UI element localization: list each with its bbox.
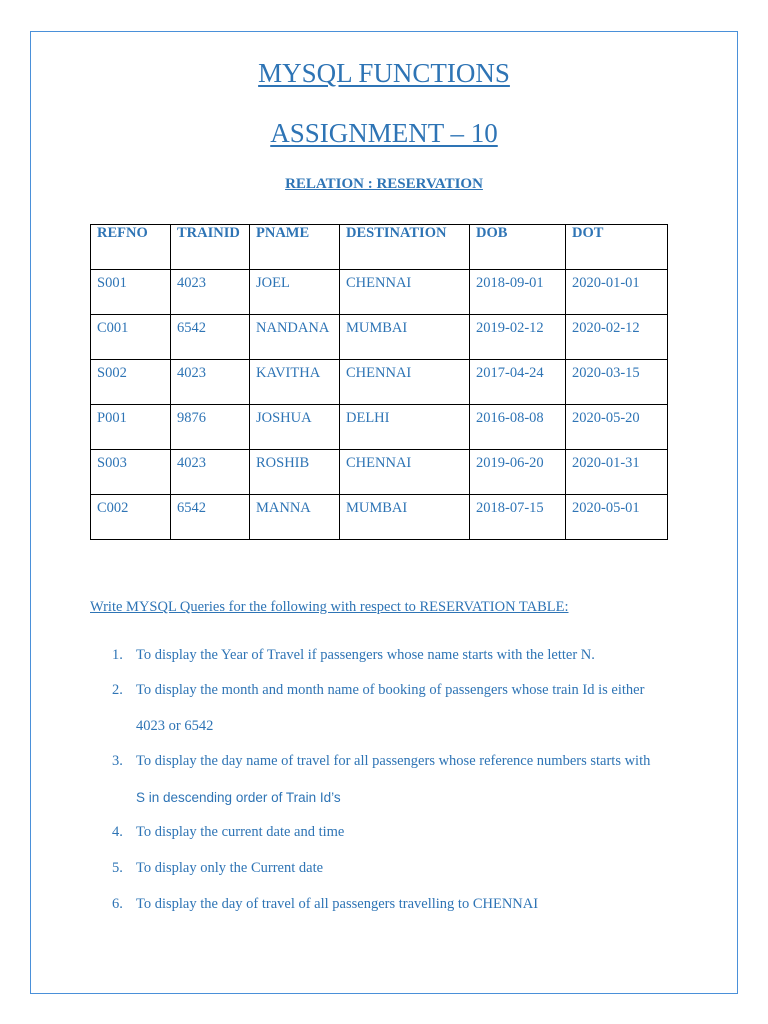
question-number: 4. <box>112 824 123 840</box>
question-number: 5. <box>112 860 123 876</box>
column-header: TRAINID <box>171 225 250 270</box>
table-cell: NANDANA <box>250 315 340 360</box>
table-cell: JOEL <box>250 270 340 315</box>
table-cell: S003 <box>91 450 171 495</box>
table-cell: 2020-01-31 <box>566 450 668 495</box>
table-cell: 2018-09-01 <box>470 270 566 315</box>
question-text-continued: 4023 or 6542 <box>136 718 214 734</box>
table-cell: 6542 <box>171 315 250 360</box>
question-text: To display the month and month name of booking of passengers whose train Id is either <box>136 682 645 698</box>
table-cell: 2019-02-12 <box>470 315 566 360</box>
question-text: To display the day name of travel for all passengers whose reference numbers starts with <box>136 753 651 769</box>
table-cell: 4023 <box>171 360 250 405</box>
table-cell: 4023 <box>171 450 250 495</box>
table-row <box>91 360 668 405</box>
table-row <box>91 450 668 495</box>
question-number: 3. <box>112 753 123 769</box>
table-cell: MUMBAI <box>340 315 470 360</box>
question-number: 6. <box>112 896 123 912</box>
table-cell: S002 <box>91 360 171 405</box>
table-cell: DELHI <box>340 405 470 450</box>
table-cell: KAVITHA <box>250 360 340 405</box>
column-header: DOT <box>566 225 668 270</box>
table-row <box>91 270 668 315</box>
question-text: To display the current date and time <box>136 824 345 840</box>
question-text: To display the Year of Travel if passengers whose name starts with the letter N. <box>136 647 595 663</box>
table-cell: 2019-06-20 <box>470 450 566 495</box>
table-cell: P001 <box>91 405 171 450</box>
table-cell: CHENNAI <box>340 450 470 495</box>
reservation-table <box>90 224 668 540</box>
table-cell: C001 <box>91 315 171 360</box>
table-cell: 2020-02-12 <box>566 315 668 360</box>
table-cell: C002 <box>91 495 171 540</box>
column-header: REFNO <box>91 225 171 270</box>
table-cell: MANNA <box>250 495 340 540</box>
column-header: PNAME <box>250 225 340 270</box>
table-row <box>91 315 668 360</box>
table-cell: 2020-01-01 <box>566 270 668 315</box>
column-header: DOB <box>470 225 566 270</box>
table-cell: MUMBAI <box>340 495 470 540</box>
table-cell: 2018-07-15 <box>470 495 566 540</box>
table-cell: 9876 <box>171 405 250 450</box>
table-row <box>91 405 668 450</box>
relation-heading: RELATION : RESERVATION <box>285 176 483 192</box>
document-title: MYSQL FUNCTIONS <box>258 58 510 88</box>
column-header: DESTINATION <box>340 225 470 270</box>
question-number: 1. <box>112 647 123 663</box>
table-cell: 2020-03-15 <box>566 360 668 405</box>
table-cell: 6542 <box>171 495 250 540</box>
table-cell: JOSHUA <box>250 405 340 450</box>
question-text: To display only the Current date <box>136 860 324 876</box>
table-cell: S001 <box>91 270 171 315</box>
table-cell: 2017-04-24 <box>470 360 566 405</box>
table-cell: CHENNAI <box>340 270 470 315</box>
table-header-row <box>91 225 668 270</box>
table-cell: 2020-05-20 <box>566 405 668 450</box>
question-text-continued: S in descending order of Train Id’s <box>136 790 341 805</box>
table-row <box>91 495 668 540</box>
table-cell: 2016-08-08 <box>470 405 566 450</box>
table-cell: 4023 <box>171 270 250 315</box>
table-cell: 2020-05-01 <box>566 495 668 540</box>
assignment-title: ASSIGNMENT – 10 <box>270 118 498 148</box>
instructions-text: Write MYSQL Queries for the following with respect to RESERVATION TABLE: <box>90 599 569 615</box>
table-cell: CHENNAI <box>340 360 470 405</box>
table-cell: ROSHIB <box>250 450 340 495</box>
question-number: 2. <box>112 682 123 698</box>
question-text: To display the day of travel of all passengers travelling to CHENNAI <box>136 896 539 912</box>
